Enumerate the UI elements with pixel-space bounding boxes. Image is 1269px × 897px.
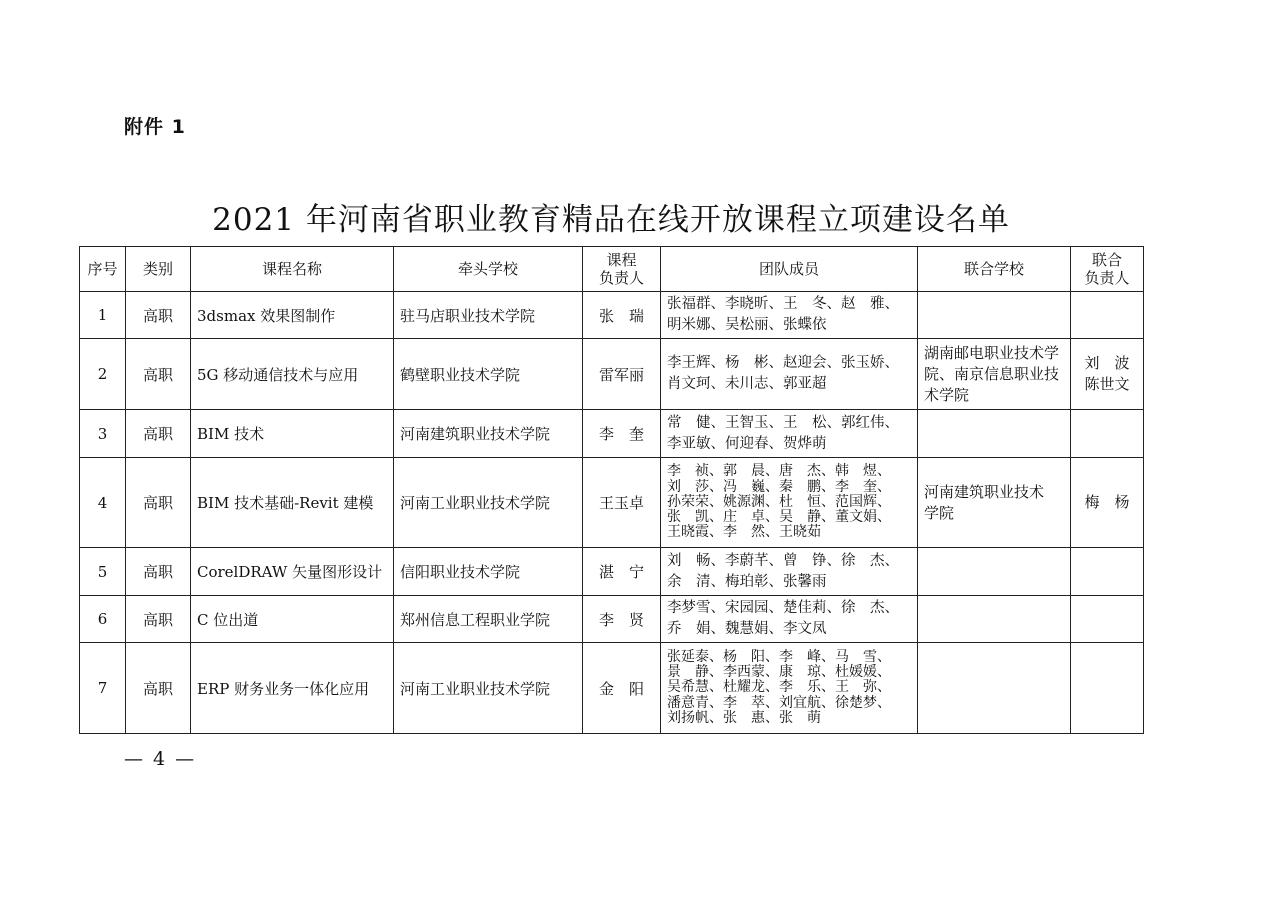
cell-course-name: BIM 技术 (191, 410, 394, 458)
team-line: 李王辉、杨 彬、赵迎会、张玉娇、 (667, 355, 899, 371)
team-line: 乔 娟、魏慧娟、李文凤 (667, 621, 827, 637)
cell-lead-school: 鹤壁职业技术学院 (394, 339, 583, 410)
cell-lead-school: 河南工业职业技术学院 (394, 643, 583, 734)
cell-course-lead: 雷军丽 (583, 339, 661, 410)
cell-partner-school (918, 596, 1071, 643)
table-header-row (80, 247, 1144, 292)
team-line: 王晓霞、李 然、王晓茹 (667, 524, 821, 541)
cell-course-name: CorelDRAW 矢量图形设计 (191, 548, 394, 596)
header-category: 类别 (126, 247, 191, 292)
header-course-lead-line1: 课程 (606, 251, 637, 269)
team-line: 刘扬帆、张 惠、张 萌 (667, 709, 821, 726)
cell-course-name: BIM 技术基础-Revit 建模 (191, 458, 394, 548)
cell-category: 高职 (126, 292, 191, 339)
partner-lead-line: 刘 波 (1084, 354, 1130, 372)
document-title: 2021 年河南省职业教育精品在线开放课程立项建设名单 (212, 202, 1010, 238)
partner-line: 湖南邮电职业技术学 (924, 343, 1060, 362)
cell-partner-lead (1071, 410, 1144, 458)
table-row (80, 548, 1144, 596)
cell-team-members (661, 339, 918, 410)
cell-team-members (661, 643, 918, 734)
cell-team-members (661, 596, 918, 643)
cell-partner-school (918, 410, 1071, 458)
cell-lead-school: 郑州信息工程职业学院 (394, 596, 583, 643)
partner-line: 学院 (924, 503, 955, 522)
team-line: 明米娜、吴松丽、张蝶依 (667, 317, 827, 333)
team-line: 刘 莎、冯 巍、秦 鹏、李 奎、 (667, 478, 891, 495)
cell-seq: 1 (80, 292, 126, 339)
cell-seq: 7 (80, 643, 126, 734)
partner-line: 河南建筑职业技术 (924, 482, 1045, 501)
header-lead-school: 牵头学校 (394, 247, 583, 292)
team-line: 李亚敏、何迎春、贺烨萌 (667, 435, 827, 452)
team-line: 潘意青、李 萃、刘宜航、徐楚梦、 (667, 694, 891, 711)
header-seq: 序号 (80, 247, 126, 292)
cell-course-lead: 王玉卓 (583, 458, 661, 548)
team-line: 景 静、李西蒙、康 琼、杜媛媛、 (667, 664, 891, 681)
team-line: 李梦雪、宋园园、楚佳莉、徐 杰、 (667, 600, 899, 616)
cell-seq: 4 (80, 458, 126, 548)
cell-category: 高职 (126, 548, 191, 596)
table-row (80, 596, 1144, 643)
cell-partner-lead (1071, 292, 1144, 339)
header-course-lead-line2: 负责人 (598, 269, 644, 287)
team-line: 常 健、王智玉、王 松、郭红伟、 (667, 414, 899, 431)
course-list-table (79, 246, 1144, 734)
cell-partner-lead (1071, 643, 1144, 734)
team-line: 余 清、梅珀彰、张馨雨 (667, 573, 827, 590)
header-course-lead (583, 247, 661, 292)
partner-lead-line: 梅 杨 (1084, 493, 1130, 511)
cell-course-name: C 位出道 (191, 596, 394, 643)
header-partner-lead (1071, 247, 1144, 292)
cell-course-name: ERP 财务业务一体化应用 (191, 643, 394, 734)
cell-course-name: 5G 移动通信技术与应用 (191, 339, 394, 410)
cell-partner-school (918, 643, 1071, 734)
table-row (80, 292, 1144, 339)
team-line: 刘 畅、李蔚芊、曾 铮、徐 杰、 (667, 552, 899, 569)
cell-seq: 2 (80, 339, 126, 410)
cell-course-lead: 张 瑞 (583, 292, 661, 339)
cell-partner-school (918, 548, 1071, 596)
cell-course-lead: 湛 宁 (583, 548, 661, 596)
cell-seq: 3 (80, 410, 126, 458)
table-row (80, 643, 1144, 734)
team-line: 吴希慧、杜耀龙、李 乐、王 弥、 (667, 679, 891, 696)
cell-lead-school: 信阳职业技术学院 (394, 548, 583, 596)
partner-lead-line: 陈世文 (1084, 375, 1130, 393)
team-line: 孙荣荣、姚源渊、杜 恒、范国辉、 (667, 493, 891, 510)
cell-partner-lead (1071, 458, 1144, 548)
cell-partner-lead (1071, 548, 1144, 596)
cell-partner-school (918, 458, 1071, 548)
team-line: 肖文珂、未川志、郭亚超 (667, 376, 827, 392)
cell-team-members (661, 548, 918, 596)
cell-team-members (661, 292, 918, 339)
table-row (80, 339, 1144, 410)
cell-team-members (661, 410, 918, 458)
team-line: 张延泰、杨 阳、李 峰、马 雪、 (667, 648, 891, 665)
header-course-name: 课程名称 (191, 247, 394, 292)
cell-category: 高职 (126, 339, 191, 410)
cell-lead-school: 河南工业职业技术学院 (394, 458, 583, 548)
cell-category: 高职 (126, 596, 191, 643)
cell-category: 高职 (126, 410, 191, 458)
team-line: 张福群、李晓昕、王 冬、赵 雅、 (667, 296, 899, 312)
cell-partner-school (918, 292, 1071, 339)
partner-line: 院、南京信息职业技 (924, 364, 1060, 383)
cell-category: 高职 (126, 458, 191, 548)
header-partner-lead-line2: 负责人 (1084, 269, 1130, 287)
cell-course-lead: 李 奎 (583, 410, 661, 458)
table-row (80, 458, 1144, 548)
header-partner-lead-line1: 联合 (1091, 251, 1122, 269)
cell-seq: 5 (80, 548, 126, 596)
header-team: 团队成员 (661, 247, 918, 292)
attachment-label: 附件 1 (124, 116, 186, 138)
cell-course-name: 3dsmax 效果图制作 (191, 292, 394, 339)
cell-lead-school: 驻马店职业技术学院 (394, 292, 583, 339)
cell-course-lead: 李 贤 (583, 596, 661, 643)
team-line: 张 凯、庄 卓、吴 静、董文娟、 (667, 509, 891, 526)
team-line: 李 祯、郭 晨、唐 杰、韩 煜、 (667, 463, 891, 480)
cell-partner-lead (1071, 339, 1144, 410)
page-number: — 4 — (124, 748, 197, 770)
cell-course-lead: 金 阳 (583, 643, 661, 734)
cell-partner-lead (1071, 596, 1144, 643)
partner-line: 术学院 (924, 385, 970, 404)
cell-lead-school: 河南建筑职业技术学院 (394, 410, 583, 458)
cell-partner-school (918, 339, 1071, 410)
table-row (80, 410, 1144, 458)
cell-category: 高职 (126, 643, 191, 734)
cell-seq: 6 (80, 596, 126, 643)
cell-team-members (661, 458, 918, 548)
header-partner-school: 联合学校 (918, 247, 1071, 292)
